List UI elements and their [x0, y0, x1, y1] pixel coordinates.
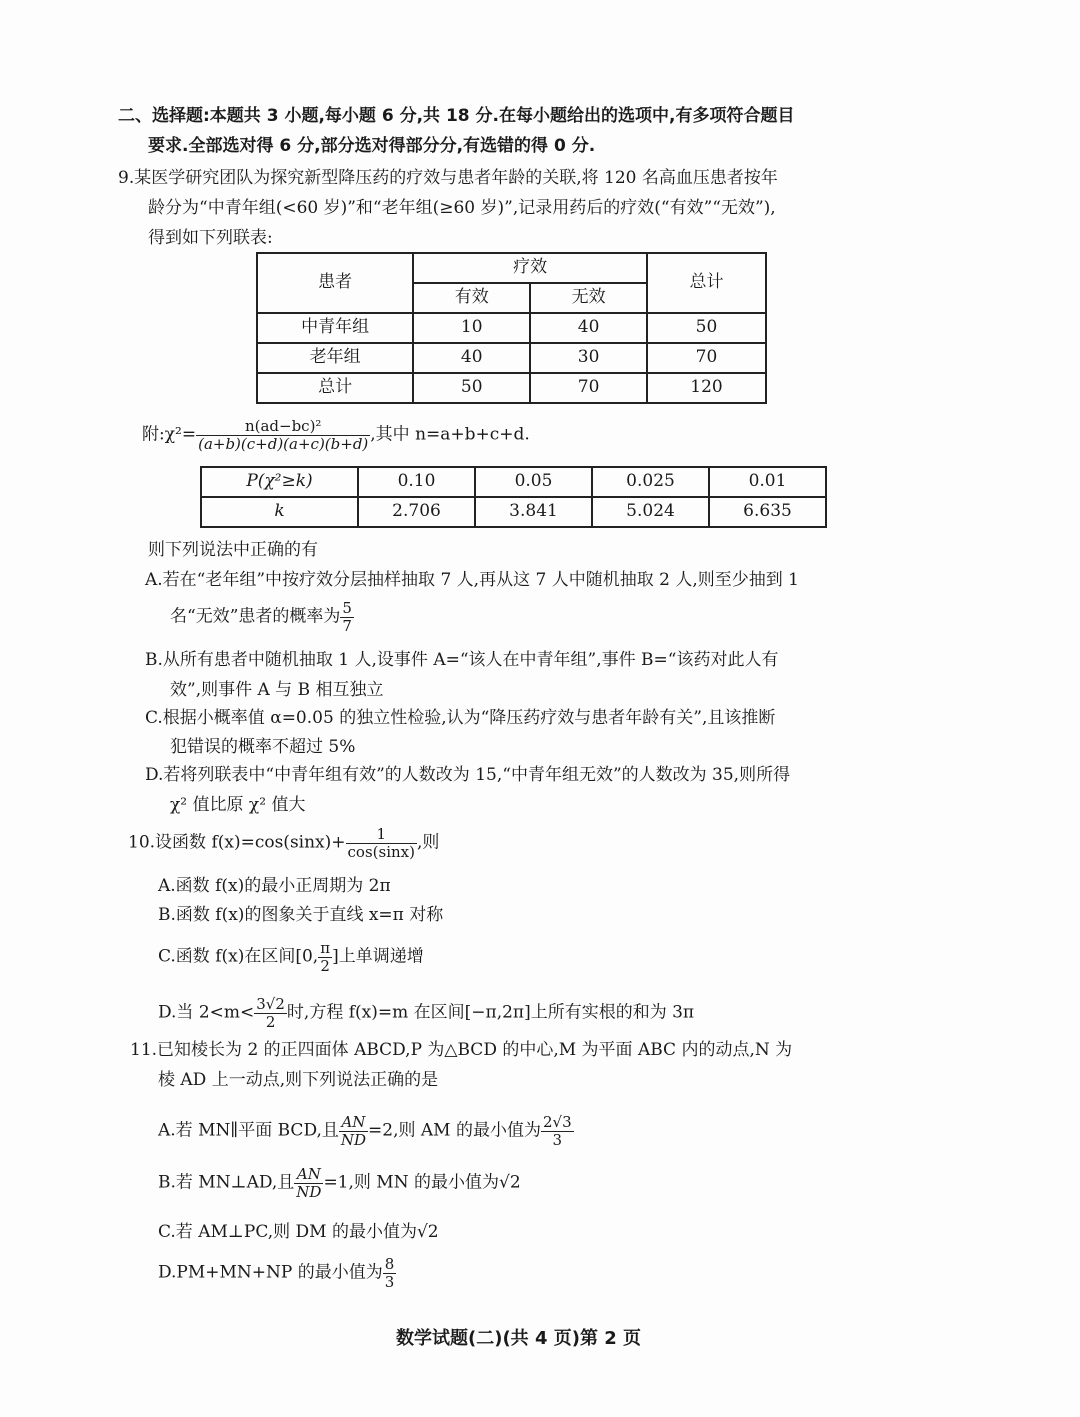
row-label: 老年组 — [257, 343, 413, 373]
q9-option-a-line1: A.若在“老年组”中按疗效分层抽样抽取 7 人,再从这 7 人中随机抽取 2 人,则至少抽到 1 — [145, 570, 799, 590]
q9-option-a-text: 名“无效”患者的概率为 — [170, 606, 341, 627]
q10-option-b: B.函数 f(x)的图象关于直线 x=π 对称 — [158, 905, 444, 925]
q11-option-a-text: A.若 MN∥平面 BCD,且 — [158, 1120, 339, 1141]
cell: 40 — [413, 343, 530, 373]
q11-option-c: C.若 AM⊥PC,则 DM 的最小值为√2 — [158, 1222, 439, 1242]
q11-option-d — [158, 1256, 396, 1290]
q9-option-c-line1: C.根据小概率值 α=0.05 的独立性检验,认为“降压药疗效与患者年龄有关”,且该推断 — [145, 708, 776, 728]
numerator: AN — [294, 1166, 323, 1184]
p-value: 0.05 — [475, 467, 592, 497]
q9-option-b-line1: B.从所有患者中随机抽取 1 人,设事件 A=“该人在中青年组”,事件 B=“该药对此人有 — [145, 650, 779, 670]
q11-option-a — [158, 1114, 574, 1148]
formula-denominator: (a+b)(c+d)(a+c)(b+d) — [198, 434, 369, 453]
header-patient: 患者 — [257, 253, 413, 313]
header-ineffective: 无效 — [530, 283, 647, 313]
header-effect: 疗效 — [413, 253, 647, 283]
q9-stem-line2: 龄分为“中青年组(<60 岁)”和“老年组(≥60 岁)”,记录用药后的疗效(“有效”“无效”), — [148, 198, 776, 218]
p-label: P(χ²≥k) — [201, 467, 358, 497]
q11-stem-line2: 棱 AD 上一动点,则下列说法正确的是 — [158, 1070, 439, 1090]
cell: 70 — [530, 373, 647, 403]
q9-stem-line3: 得到如下列联表: — [148, 228, 273, 248]
cell: 10 — [413, 313, 530, 343]
formula-fraction — [196, 418, 370, 452]
formula-prefix: 附:χ²= — [142, 424, 197, 445]
numerator: π — [320, 939, 331, 957]
fraction — [346, 826, 417, 860]
q9-option-b-line2: 效”,则事件 A 与 B 相互独立 — [170, 680, 384, 700]
p-value: 0.025 — [592, 467, 709, 497]
numerator: 5 — [342, 599, 352, 617]
fraction — [294, 1166, 323, 1200]
formula-numerator: n(ad−bc)² — [196, 418, 370, 436]
fraction — [383, 1256, 397, 1290]
q9-option-d-line1: D.若将列联表中“中青年组有效”的人数改为 15,“中青年组无效”的人数改为 35,则所得 — [145, 765, 791, 785]
cell: 120 — [647, 373, 766, 403]
table-row — [201, 467, 826, 497]
fraction — [318, 940, 332, 974]
row-label: 中青年组 — [257, 313, 413, 343]
q10-option-d-suffix: 时,方程 f(x)=m 在区间[−π,2π]上所有实根的和为 3π — [286, 1002, 695, 1023]
cell: 70 — [647, 343, 766, 373]
cell: 30 — [530, 343, 647, 373]
q11-stem-line1: 11.已知棱长为 2 的正四面体 ABCD,P 为△BCD 的中心,M 为平面 ABC 内的动点,N 为 — [130, 1040, 793, 1060]
denominator: 2 — [320, 956, 330, 975]
q10-option-c-text: C.函数 f(x)在区间[0, — [158, 946, 319, 967]
k-value: 3.841 — [475, 497, 592, 527]
k-value: 2.706 — [358, 497, 475, 527]
numerator: 1 — [346, 826, 417, 844]
fraction — [339, 1114, 368, 1148]
k-label: k — [201, 497, 358, 527]
q9-option-c-line2: 犯错误的概率不超过 5% — [170, 737, 356, 757]
table-row — [257, 313, 766, 343]
header-total: 总计 — [647, 253, 766, 313]
q10-stem-text: 10.设函数 f(x)=cos(sinx)+ — [128, 832, 346, 853]
q10-option-d-text: D.当 2<m< — [158, 1002, 255, 1023]
denominator: ND — [296, 1182, 322, 1201]
denominator: 3 — [384, 1272, 395, 1291]
q11-option-a-mid: =2,则 AM 的最小值为 — [368, 1120, 541, 1141]
q11-option-b — [158, 1166, 521, 1200]
numerator: 8 — [384, 1255, 395, 1273]
q10-option-c — [158, 940, 424, 974]
section-title-line1: 二、选择题:本题共 3 小题,每小题 6 分,共 18 分.在每小题给出的选项中,有多项符合题目 — [118, 106, 795, 126]
fraction — [254, 996, 287, 1030]
table-row — [257, 343, 766, 373]
section-title-line2: 要求.全部选对得 6 分,部分选对得部分分,有选错的得 0 分. — [148, 136, 596, 156]
table-row — [257, 373, 766, 403]
cell: 40 — [530, 313, 647, 343]
p-value: 0.10 — [358, 467, 475, 497]
numerator: 2√3 — [543, 1113, 572, 1131]
q10-option-d — [158, 996, 694, 1030]
header-effective: 有效 — [413, 283, 530, 313]
cell: 50 — [647, 313, 766, 343]
k-value: 5.024 — [592, 497, 709, 527]
q11-option-b-suffix: =1,则 MN 的最小值为√2 — [323, 1172, 521, 1193]
p-value: 0.01 — [709, 467, 826, 497]
formula-suffix: ,其中 n=a+b+c+d. — [370, 424, 530, 445]
chi-square-formula — [142, 418, 530, 452]
q9-stem-line1: 9.某医学研究团队为探究新型降压药的疗效与患者年龄的关联,将 120 名高血压患者按年 — [118, 168, 778, 188]
denominator: cos(sinx) — [347, 842, 415, 861]
row-label: 总计 — [257, 373, 413, 403]
q10-stem-suffix: ,则 — [416, 832, 440, 853]
q11-option-d-text: D.PM+MN+NP 的最小值为 — [158, 1262, 383, 1283]
table-row — [201, 497, 826, 527]
numerator: 3√2 — [256, 995, 285, 1013]
denominator: 2 — [265, 1012, 276, 1031]
q9-option-a-line2 — [170, 600, 354, 634]
denominator: 7 — [342, 616, 352, 635]
k-value: 6.635 — [709, 497, 826, 527]
q10-stem — [128, 826, 439, 860]
q9-prompt: 则下列说法中正确的有 — [148, 540, 318, 560]
cell: 50 — [413, 373, 530, 403]
q10-option-c-suffix: ]上单调递增 — [332, 946, 424, 967]
q11-option-b-text: B.若 MN⊥AD,且 — [158, 1172, 295, 1193]
page-footer: 数学试题(二)(共 4 页)第 2 页 — [396, 1328, 642, 1349]
fraction — [340, 600, 354, 634]
denominator: ND — [340, 1130, 367, 1149]
denominator: 3 — [552, 1130, 563, 1149]
fraction — [541, 1114, 574, 1148]
numerator: AN — [339, 1114, 368, 1132]
q10-option-a: A.函数 f(x)的最小正周期为 2π — [158, 876, 391, 896]
q9-option-d-line2: χ² 值比原 χ² 值大 — [170, 795, 306, 815]
contingency-table — [256, 252, 767, 404]
critical-value-table — [200, 466, 827, 528]
